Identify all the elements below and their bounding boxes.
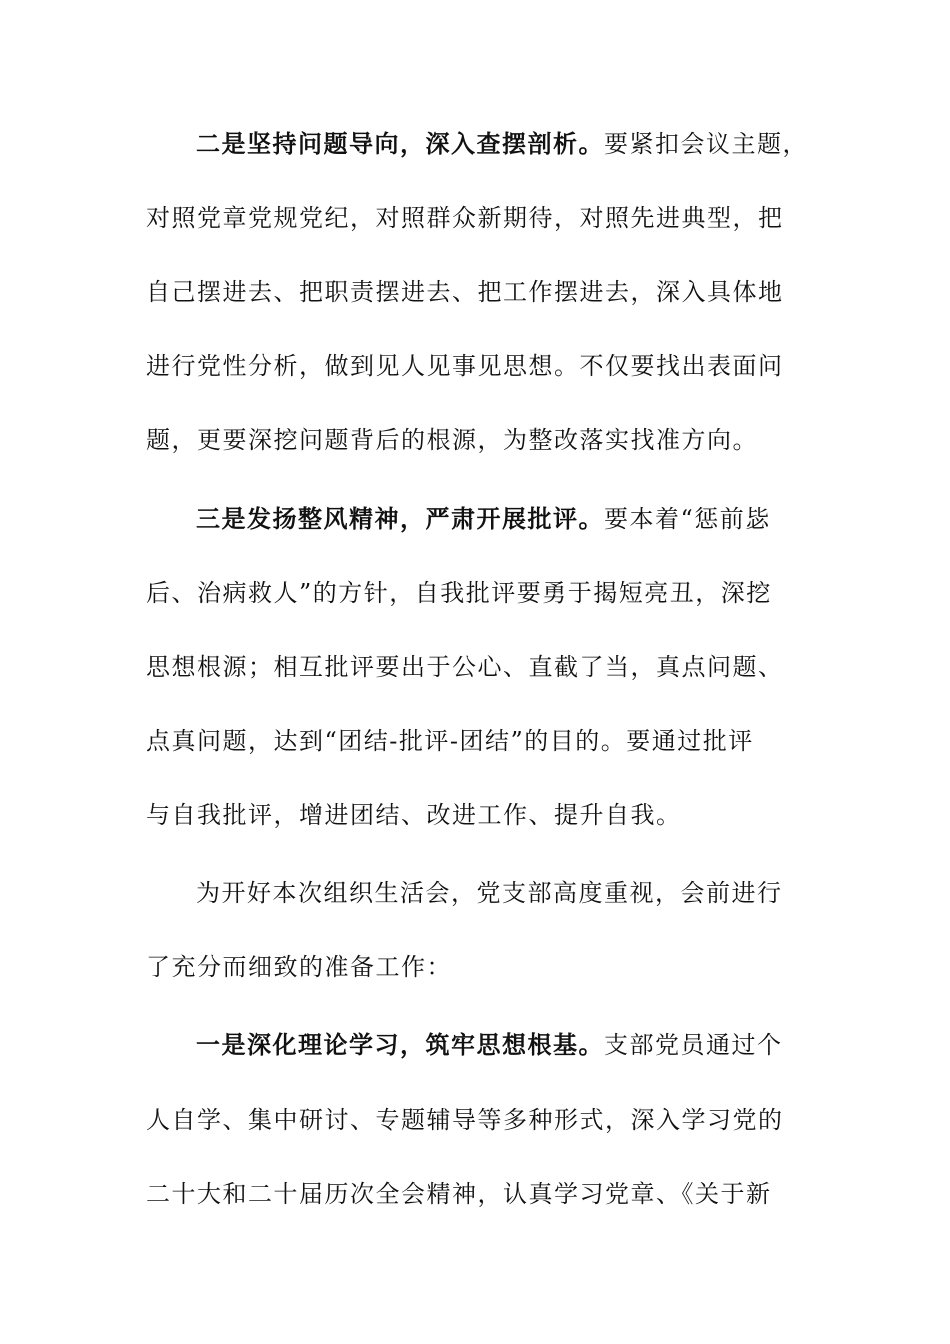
paragraph-1-text: 要紧扣会议主题， xyxy=(604,130,808,158)
paragraph-4-text: 支部党员通过个 xyxy=(604,1031,783,1059)
paragraph-2-line-4: 点真问题，达到“团结-批评-团结”的目的。要通过批评 xyxy=(146,727,754,755)
paragraph-4-line-2: 人自学、集中研讨、专题辅导等多种形式，深入学习党的 xyxy=(146,1106,784,1134)
paragraph-2-heading: 三是发扬整风精神，严肃开展批评。 xyxy=(196,504,604,533)
paragraph-4-line-3: 二十大和二十届历次全会精神，认真学习党章、《关于新 xyxy=(146,1180,772,1208)
paragraph-4-heading: 一是深化理论学习，筑牢思想根基。 xyxy=(196,1030,604,1059)
paragraph-2-text: 要本着“惩前毖 xyxy=(604,505,771,533)
paragraph-1-line-5: 题，更要深挖问题背后的根源，为整改落实找准方向。 xyxy=(146,426,758,454)
paragraph-2-line-2: 后、治病救人”的方针，自我批评要勇于揭短亮丑，深挖 xyxy=(146,579,772,607)
paragraph-3-line-2: 了充分而细致的准备工作： xyxy=(146,953,452,981)
paragraph-2-line-5: 与自我批评，增进团结、改进工作、提升自我。 xyxy=(146,801,682,829)
paragraph-3-line-1: 为开好本次组织生活会，党支部高度重视，会前进行 xyxy=(196,879,783,907)
paragraph-1-line-1 xyxy=(196,124,856,164)
paragraph-1-line-4: 进行党性分析，做到见人见事见思想。不仅要找出表面问 xyxy=(146,352,784,380)
paragraph-2-line-1 xyxy=(196,499,856,539)
paragraph-1-heading: 二是坚持问题导向，深入查摆剖析。 xyxy=(196,129,604,158)
paragraph-1-line-2: 对照党章党规党纪，对照群众新期待，对照先进典型，把 xyxy=(146,204,784,232)
paragraph-4-line-1 xyxy=(196,1025,856,1065)
paragraph-1-line-3: 自己摆进去、把职责摆进去、把工作摆进去，深入具体地 xyxy=(146,278,784,306)
paragraph-2-line-3: 思想根源；相互批评要出于公心、直截了当，真点问题、 xyxy=(146,653,784,681)
